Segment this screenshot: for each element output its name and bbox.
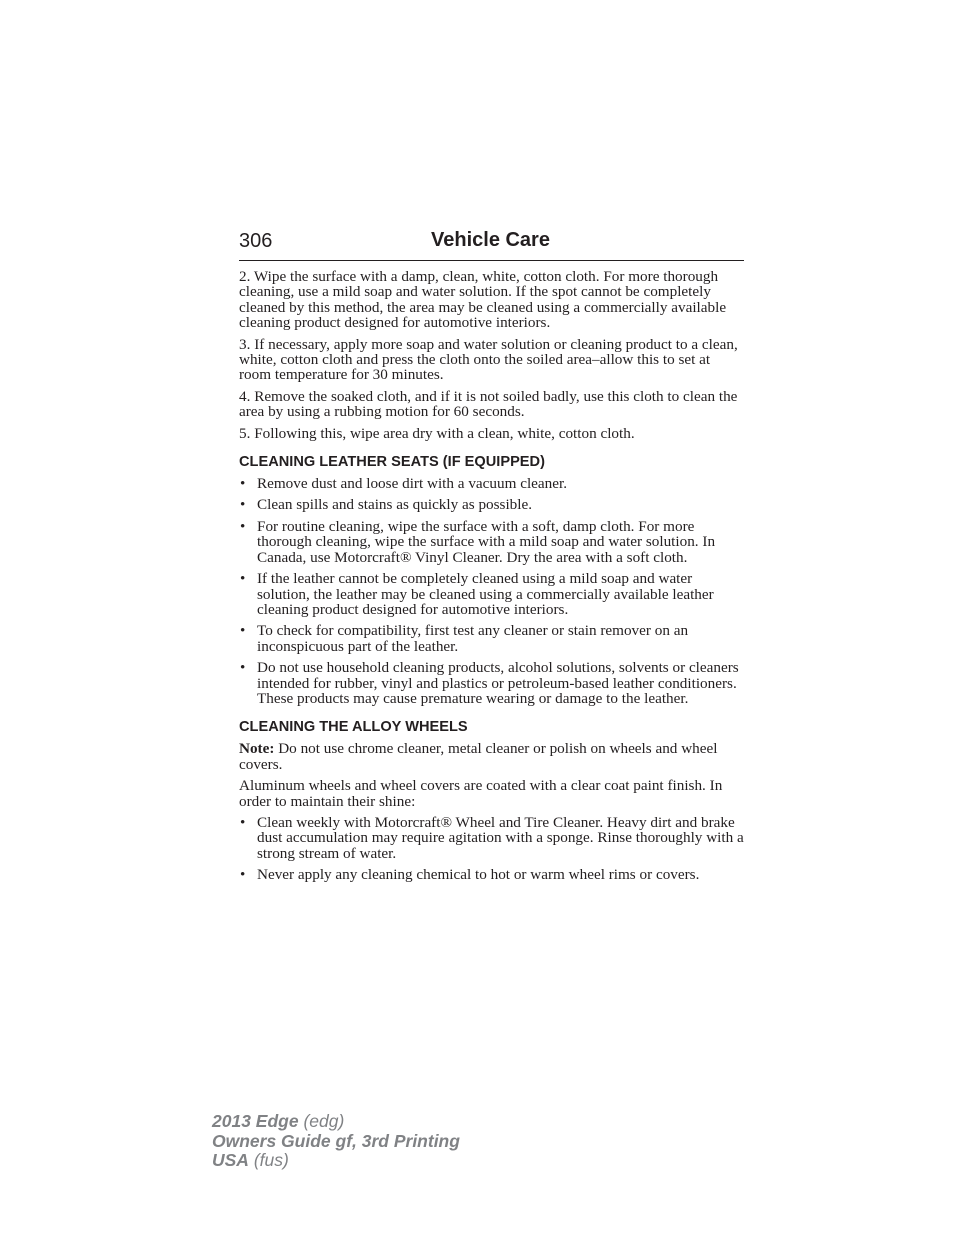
list-item [239,476,745,491]
list-item-text: Clean weekly with Motorcraft® Wheel and Tire Cleaner. Heavy dirt and brake dust accumulation may require agitation with a sponge. Rinse thoroughly with a strong stream of water. [257,813,744,862]
footer-market: USA [212,1150,249,1170]
list-item-text: Remove dust and loose dirt with a vacuum cleaner. [257,475,567,493]
list-item [239,867,745,882]
list-item [239,815,745,861]
page-footer [212,1112,460,1171]
list-item [239,623,745,654]
list-item [239,660,745,706]
bullet-icon: • [240,622,246,640]
list-item-text: If the leather cannot be completely cleaned using a mild soap and water solution, the leather may be cleaned using a commercially available leather cleaning product designed for automotive interiors. [257,570,714,618]
note-text: Do not use chrome cleaner, metal cleaner or polish on wheels and wheel covers. [239,740,718,773]
wheels-bullet-list [239,815,745,883]
bullet-icon: • [240,570,246,588]
page-header [239,228,744,261]
step-paragraph: 2. Wipe the surface with a damp, clean, white, cotton cloth. For more thorough cleaning, use a mild soap and water solution. If the spot cannot be completely cleaned by this method, the area may be cleaned using a commercially available cleaning product designed for automotive interiors. [239,268,727,332]
list-item-text: To check for compatibility, first test any cleaner or stain remover on an inconspicuous part of the leather. [257,622,689,655]
bullet-icon: • [240,475,246,493]
bullet-icon: • [240,496,246,514]
page-content [239,269,745,889]
list-item [239,571,745,617]
footer-line-model [212,1112,460,1132]
list-item-text: Never apply any cleaning chemical to hot or warm wheel rims or covers. [257,866,700,884]
bullet-icon: • [240,659,246,677]
bullet-icon: • [240,866,246,884]
section-title: Vehicle Care [431,229,550,251]
list-item-text: Clean spills and stains as quickly as possible. [257,496,533,514]
page-number: 306 [239,230,273,252]
wheels-paragraph: Aluminum wheels and wheel covers are coated with a clear coat paint finish. In order to maintain their shine: [239,777,723,810]
footer-model-code: (edg) [298,1111,345,1131]
list-item-text: For routine cleaning, wipe the surface with a soft, damp cloth. For more thorough cleaning, wipe the surface with a mild soap and water solution. In Canada, use Motorcraft® Vinyl Cleaner. Dry the area with a soft cloth. [257,517,716,566]
bullet-icon: • [240,517,246,535]
step-paragraph: 3. If necessary, apply more soap and water solution or cleaning product to a clean, white, cotton cloth and press the cloth onto the soiled area–allow this to set at room temperature for 30 minutes. [239,335,738,384]
wheels-heading: CLEANING THE ALLOY WHEELS [239,719,468,736]
footer-guide: Owners Guide gf, 3rd Printing [212,1130,460,1151]
step-paragraph: 5. Following this, wipe area dry with a clean, white, cotton cloth. [239,424,635,442]
step-paragraph: 4. Remove the soaked cloth, and if it is not soiled badly, use this cloth to clean the area by using a rubbing motion for 60 seconds. [239,387,738,421]
list-item [239,497,745,512]
list-item-text: Do not use household cleaning products, alcohol solutions, solvents or cleaners intended for rubber, vinyl and plastics or petroleum-based leather conditioners. These products may cause premature wearing or damage to the leather. [257,659,739,707]
leather-bullet-list [239,476,745,706]
footer-model: 2013 Edge [212,1111,299,1131]
footer-line-guide [212,1132,460,1152]
list-item [239,519,745,565]
note-label: Note: [239,740,275,758]
leather-heading: CLEANING LEATHER SEATS (IF EQUIPPED) [239,454,545,471]
note-paragraph [239,741,745,772]
footer-line-market [212,1151,460,1171]
footer-market-code: (fus) [248,1150,289,1170]
bullet-icon: • [240,813,246,831]
